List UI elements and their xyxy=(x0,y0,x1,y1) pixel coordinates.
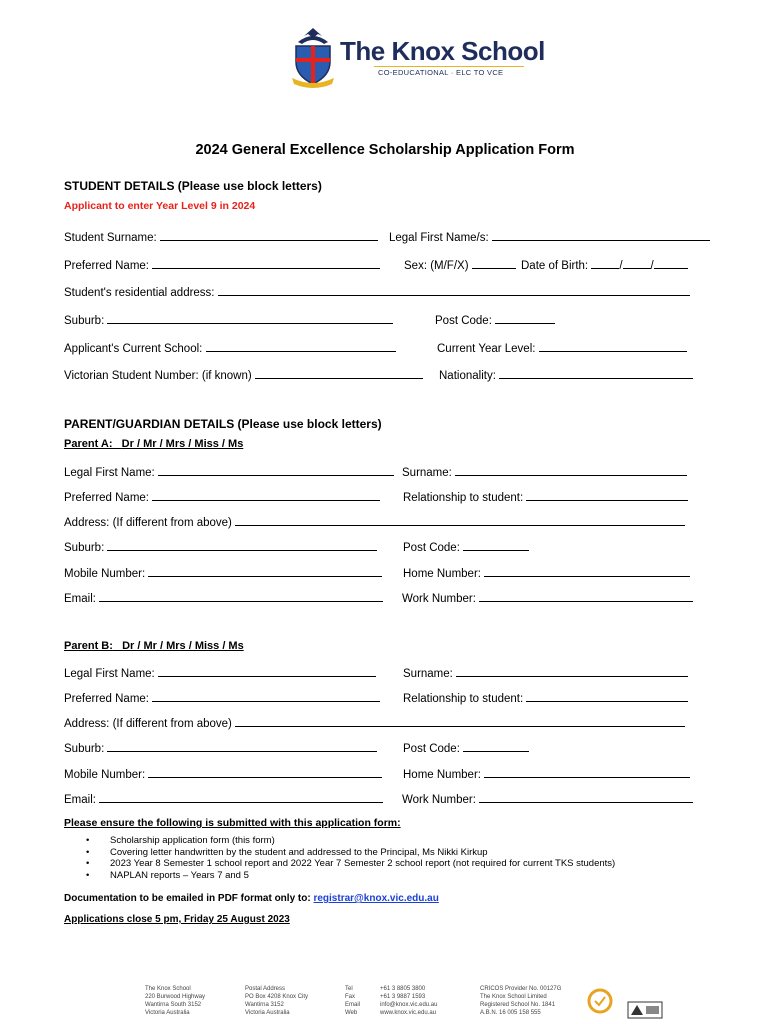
parent-b-postcode-field[interactable] xyxy=(463,740,529,752)
parent-b-suburb-field[interactable] xyxy=(107,740,377,752)
parent-a-preferred-field[interactable] xyxy=(152,489,380,501)
vsn-label: Victorian Student Number: (if known) xyxy=(64,370,252,382)
school-crest-icon xyxy=(290,28,336,88)
footer-registered-school: Registered School No. 1841 xyxy=(480,1002,556,1008)
registrar-email-link[interactable]: registrar@knox.vic.edu.au xyxy=(313,893,439,904)
footer-company: The Knox School Limited xyxy=(480,994,547,1000)
school-tagline: CO-EDUCATIONAL · ELC TO VCE xyxy=(378,68,504,77)
parent-b-mobile-field[interactable] xyxy=(148,766,382,778)
footer-web-label: Web xyxy=(345,1010,358,1016)
dob-month-field[interactable] xyxy=(623,257,651,269)
parent-b-work-field[interactable] xyxy=(479,791,693,803)
parent-a-address-label: Address: (If different from above) xyxy=(64,517,232,529)
footer-school-name: The Knox School xyxy=(145,986,191,992)
footer-street: 220 Burwood Highway xyxy=(145,994,206,1000)
student-preferred-field[interactable] xyxy=(152,257,380,269)
parent-b-preferred-field[interactable] xyxy=(152,690,380,702)
footer-tel: +61 3 8805 3800 xyxy=(380,986,426,992)
parent-b-surname-field[interactable] xyxy=(456,665,688,677)
form-title: 2024 General Excellence Scholarship Application Form xyxy=(195,142,575,158)
parent-b-email-label: Email: xyxy=(64,794,96,806)
parent-b-address-field[interactable] xyxy=(235,715,685,727)
parent-details-heading: PARENT/GUARDIAN DETAILS (Please use block letters) xyxy=(64,417,382,431)
dob-year-field[interactable] xyxy=(654,257,688,269)
nationality-label: Nationality: xyxy=(439,370,496,382)
footer-fax-label: Fax xyxy=(345,994,356,1000)
footer-contact-labels xyxy=(345,985,360,1017)
footer-contact-values xyxy=(380,985,437,1017)
checklist-item: • Scholarship application form (this form) xyxy=(86,835,615,847)
footer-postal-title: Postal Address xyxy=(245,986,286,992)
school-name: The Knox School xyxy=(340,36,545,66)
parent-a-work-label: Work Number: xyxy=(402,593,476,605)
sgs-certification-icon xyxy=(585,988,615,1018)
parent-a-preferred-label: Preferred Name: xyxy=(64,492,150,504)
parent-b-home-label: Home Number: xyxy=(403,769,481,781)
parent-a-heading xyxy=(64,438,243,450)
student-first-name-field[interactable] xyxy=(492,229,710,241)
checklist-item: • Covering letter handwritten by the student and addressed to the Principal, Ms Nikki Kirkup xyxy=(86,847,615,859)
current-year-label: Current Year Level: xyxy=(437,343,536,355)
footer-email-label: Email xyxy=(345,1002,361,1008)
parent-a-relationship-label: Relationship to student: xyxy=(403,492,524,504)
parent-a-first-name-field[interactable] xyxy=(158,464,394,476)
closing-date: Applications close 5 pm, Friday 25 August 2023 xyxy=(64,914,290,925)
footer-cricos: CRICOS Provider No. 00127G xyxy=(480,986,562,992)
documentation-text: Documentation to be emailed in PDF format only to: xyxy=(64,893,311,904)
student-sex-field[interactable] xyxy=(472,257,516,269)
footer-postal xyxy=(245,985,308,1017)
parent-a-relationship-field[interactable] xyxy=(526,489,688,501)
footer-address xyxy=(145,985,205,1017)
checklist-item: • NAPLAN reports – Years 7 and 5 xyxy=(86,870,615,882)
school-logo xyxy=(290,22,545,92)
parent-b-label: Parent B: xyxy=(64,640,113,652)
current-school-label: Applicant's Current School: xyxy=(64,343,203,355)
parent-a-home-field[interactable] xyxy=(484,565,690,577)
footer-postal-suburb: Wantirna 3152 xyxy=(245,1002,284,1008)
checklist-item: • 2023 Year 8 Semester 1 school report and 2022 Year 7 Semester 2 school report (not required for current TKS students) xyxy=(86,858,615,870)
parent-b-mobile-label: Mobile Number: xyxy=(64,769,146,781)
student-postcode-field[interactable] xyxy=(495,312,555,324)
parent-b-email-field[interactable] xyxy=(99,791,383,803)
footer-web: www.knox.vic.edu.au xyxy=(380,1010,437,1016)
current-year-field[interactable] xyxy=(539,340,687,352)
parent-a-home-label: Home Number: xyxy=(403,568,481,580)
parent-b-home-field[interactable] xyxy=(484,766,690,778)
parent-a-mobile-field[interactable] xyxy=(148,565,382,577)
parent-a-work-field[interactable] xyxy=(479,590,693,602)
parent-b-preferred-label: Preferred Name: xyxy=(64,693,150,705)
footer-email: info@knox.vic.edu.au xyxy=(380,1002,438,1008)
student-surname-field[interactable] xyxy=(160,229,378,241)
checklist xyxy=(86,835,615,881)
parent-b-titles: Dr / Mr / Mrs / Miss / Ms xyxy=(122,640,244,652)
nationality-field[interactable] xyxy=(499,367,693,379)
student-details-heading: STUDENT DETAILS (Please use block letters) xyxy=(64,179,322,193)
footer-po-box: PO Box 4208 Knox City xyxy=(245,994,309,1000)
footer-abn: A.B.N. 16 005 158 555 xyxy=(480,1010,541,1016)
parent-a-suburb-label: Suburb: xyxy=(64,542,105,554)
vsn-field[interactable] xyxy=(255,367,423,379)
student-preferred-label: Preferred Name: xyxy=(64,260,150,272)
footer-state: Victoria Australia xyxy=(145,1010,190,1016)
student-address-label: Student's residential address: xyxy=(64,287,215,299)
parent-a-address-field[interactable] xyxy=(235,514,685,526)
footer-fax: +61 3 9887 1593 xyxy=(380,994,426,1000)
parent-b-first-name-field[interactable] xyxy=(158,665,376,677)
logo-divider xyxy=(374,66,524,67)
parent-b-address-label: Address: (If different from above) xyxy=(64,718,232,730)
footer-registration xyxy=(480,985,561,1017)
student-dob-label: Date of Birth: xyxy=(521,260,589,272)
student-suburb-field[interactable] xyxy=(107,312,393,324)
parent-a-mobile-label: Mobile Number: xyxy=(64,568,146,580)
parent-a-email-label: Email: xyxy=(64,593,96,605)
parent-b-work-label: Work Number: xyxy=(402,794,476,806)
parent-a-titles: Dr / Mr / Mrs / Miss / Ms xyxy=(121,438,244,450)
student-suburb-label: Suburb: xyxy=(64,315,105,327)
parent-b-relationship-field[interactable] xyxy=(526,690,688,702)
student-postcode-label: Post Code: xyxy=(435,315,492,327)
parent-a-postcode-label: Post Code: xyxy=(403,542,460,554)
footer-suburb: Wantirna South 3152 xyxy=(145,1002,202,1008)
student-sex-label: Sex: (M/F/X) xyxy=(404,260,469,272)
parent-a-surname-field[interactable] xyxy=(455,464,687,476)
parent-b-suburb-label: Suburb: xyxy=(64,743,105,755)
parent-b-relationship-label: Relationship to student: xyxy=(403,693,524,705)
parent-b-surname-label: Surname: xyxy=(403,668,453,680)
parent-a-email-field[interactable] xyxy=(99,590,383,602)
parent-a-first-name-label: Legal First Name: xyxy=(64,467,155,479)
applicant-year-note: Applicant to enter Year Level 9 in 2024 xyxy=(64,200,256,212)
student-address-field[interactable] xyxy=(218,284,690,296)
accreditation-badge-icon xyxy=(627,1001,663,1019)
parent-a-postcode-field[interactable] xyxy=(463,539,529,551)
parent-b-postcode-label: Post Code: xyxy=(403,743,460,755)
student-surname-label: Student Surname: xyxy=(64,232,157,244)
student-first-name-label: Legal First Name/s: xyxy=(389,232,489,244)
parent-a-suburb-field[interactable] xyxy=(107,539,377,551)
footer-tel-label: Tel xyxy=(345,986,353,992)
dob-day-field[interactable] xyxy=(591,257,619,269)
footer-postal-state: Victoria Australia xyxy=(245,1010,290,1016)
checklist-heading: Please ensure the following is submitted with this application form: xyxy=(64,817,401,829)
parent-a-surname-label: Surname: xyxy=(402,467,452,479)
parent-b-first-name-label: Legal First Name: xyxy=(64,668,155,680)
documentation-line xyxy=(64,893,439,904)
parent-a-label: Parent A: xyxy=(64,438,113,450)
parent-b-heading xyxy=(64,640,244,652)
current-school-field[interactable] xyxy=(206,340,396,352)
